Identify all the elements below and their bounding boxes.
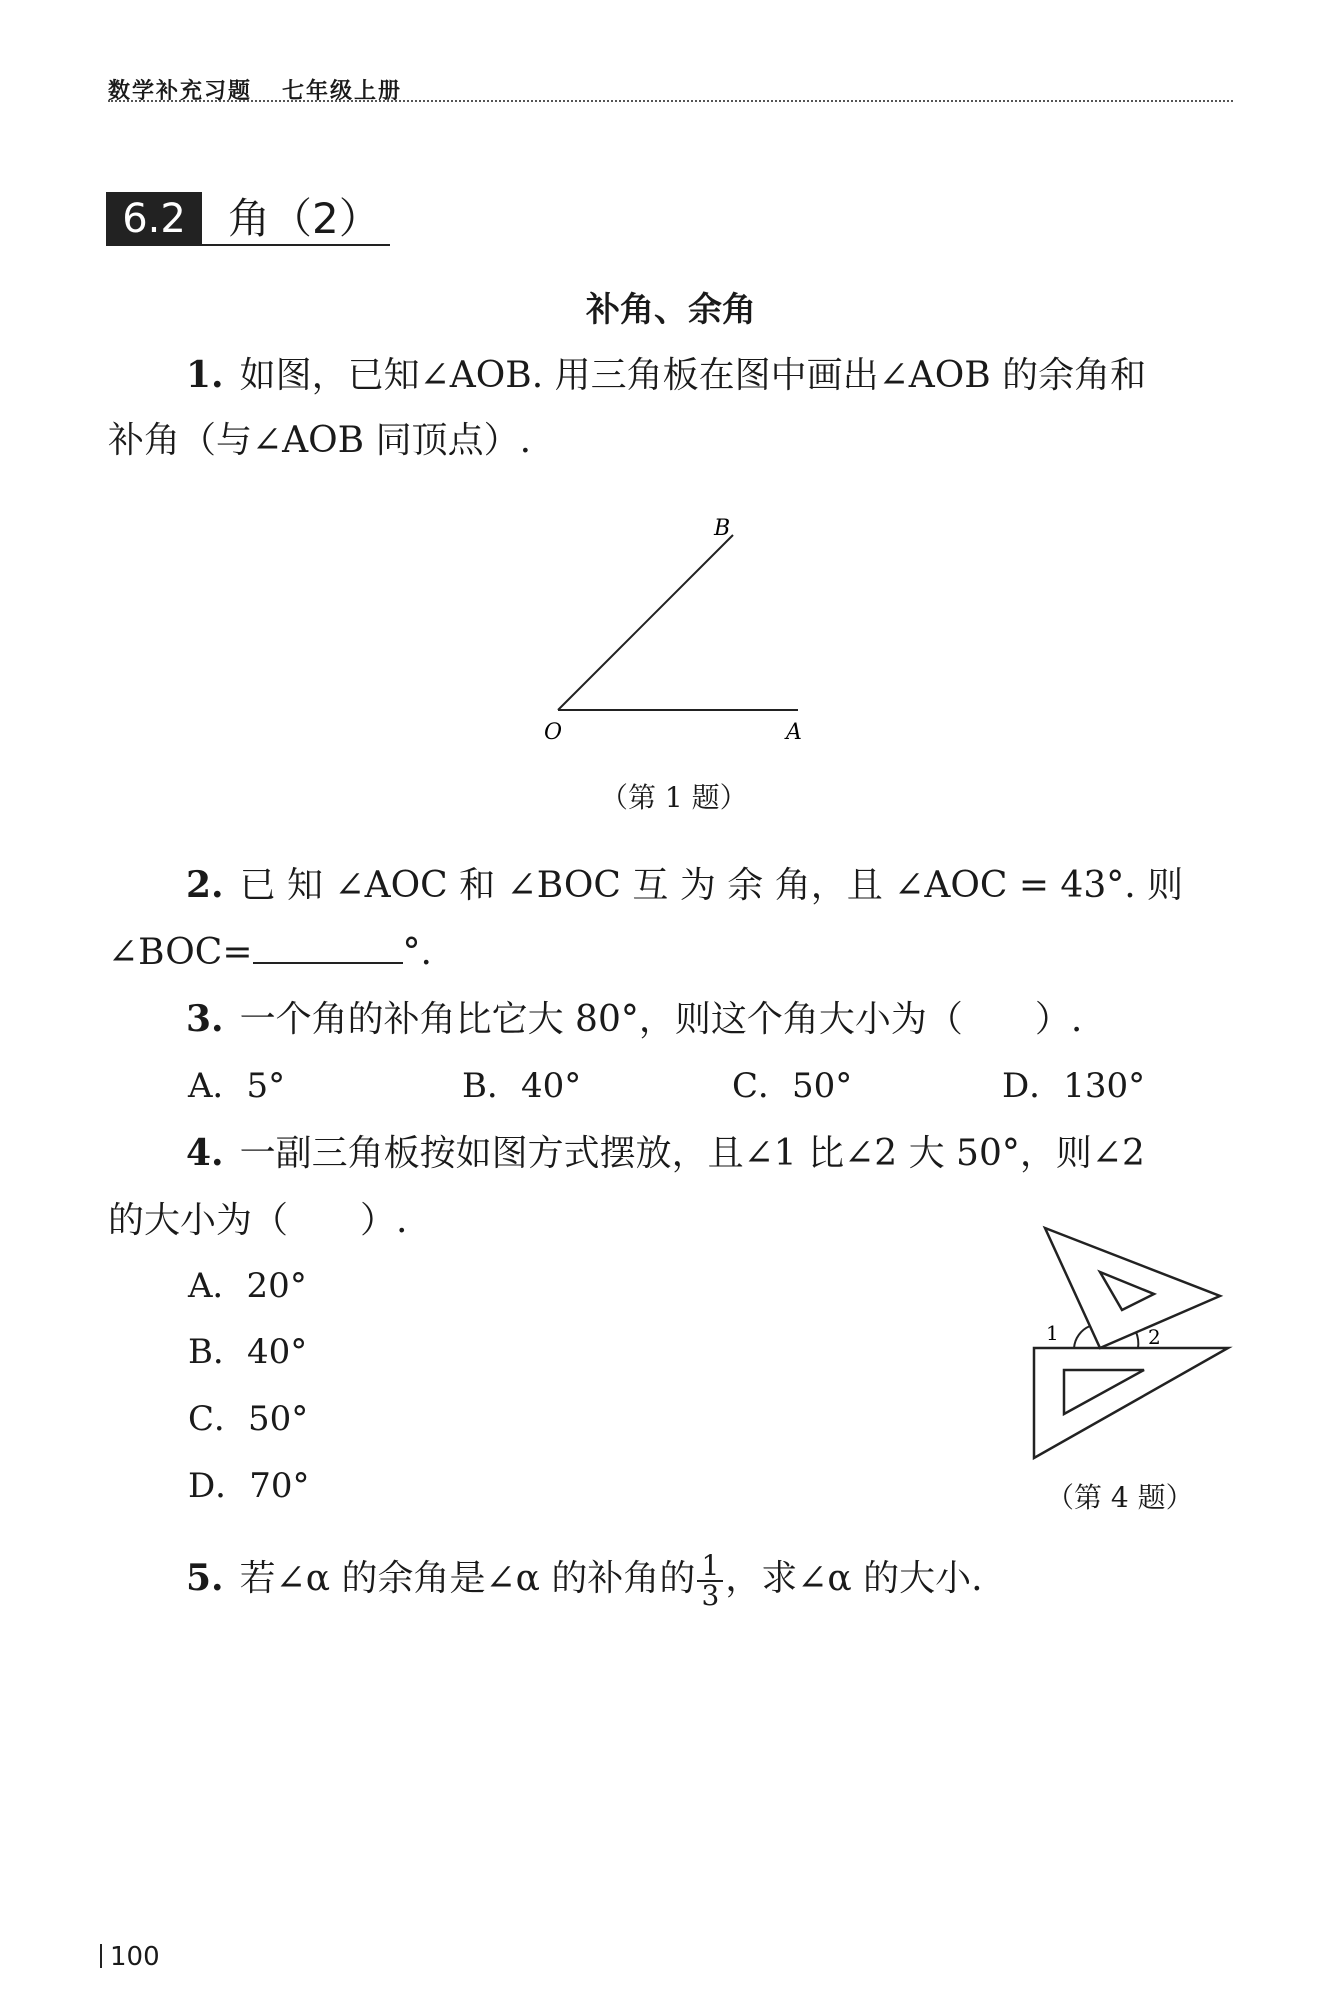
option-b[interactable]: B．40° (462, 1066, 582, 1106)
question-text: 一副三角板按如图方式摆放，且∠1 比∠2 大 50°，则∠2 (239, 1133, 1145, 1174)
header-dotted-rule (108, 100, 1233, 102)
figure-1-caption: （第 1 题） (600, 781, 748, 814)
fraction-denominator: 3 (701, 1579, 720, 1612)
question-1-continued: 补角（与∠AOB 同顶点）. (108, 420, 532, 461)
option-d[interactable]: D．130° (1002, 1066, 1146, 1106)
angle-2-arc (1136, 1332, 1138, 1348)
answer-suffix: °. (402, 932, 432, 973)
option-c[interactable]: C．50° (732, 1066, 853, 1106)
option-c[interactable]: C．50° (188, 1399, 309, 1439)
question-number: 2. (186, 864, 224, 906)
question-text-end: ，求∠α 的大小. (725, 1558, 983, 1599)
question-text: 已 知 ∠AOC 和 ∠BOC 互 为 余 角，且 ∠AOC = 43°. 则 (239, 865, 1184, 906)
question-2-continued (108, 928, 432, 976)
figure-4-caption: （第 4 题） (1046, 1481, 1194, 1514)
question-text-end: ）. (360, 1200, 408, 1241)
question-number: 5. (186, 1557, 224, 1599)
volume-label: 七年级上册 (282, 79, 403, 104)
angle-1-arc (1074, 1326, 1090, 1348)
question-text: 若∠α 的余角是∠α 的补角的 (239, 1558, 696, 1599)
section-number-badge: 6.2 (106, 192, 202, 246)
fraction-numerator: 1 (697, 1552, 723, 1582)
fraction-one-third (697, 1549, 723, 1612)
question-5 (186, 1549, 983, 1612)
label-2: 2 (1148, 1325, 1161, 1349)
question-text: 一个角的补角比它大 80°，则这个角大小为（ (239, 999, 963, 1040)
label-1: 1 (1046, 1321, 1059, 1345)
section-title: 角（2） (228, 194, 381, 243)
question-2 (186, 862, 1183, 909)
question-4-continued (108, 1198, 407, 1244)
option-d[interactable]: D．70° (188, 1466, 310, 1506)
label-b: B (714, 516, 731, 541)
option-b[interactable]: B．40° (188, 1332, 308, 1372)
ray-ob (558, 535, 733, 710)
question-3 (186, 996, 1082, 1043)
subheading: 补角、余角 (586, 290, 756, 330)
label-a: A (786, 720, 802, 745)
set-squares-figure (1020, 1220, 1240, 1470)
question-text-end: ）. (1034, 999, 1083, 1040)
question-number: 4. (186, 1132, 224, 1174)
upper-set-square (1045, 1228, 1220, 1348)
question-text: 如图，已知∠AOB. 用三角板在图中画出∠AOB 的余角和 (239, 355, 1147, 396)
book-title: 数学补充习题 (108, 79, 253, 104)
answer-prefix: ∠BOC= (108, 932, 253, 973)
upper-set-square-inner (1100, 1272, 1154, 1310)
question-number: 1. (186, 354, 224, 396)
question-4 (186, 1130, 1145, 1177)
label-o: O (544, 720, 563, 745)
angle-aob-figure (520, 505, 820, 765)
section-underline (106, 244, 390, 246)
question-text: 的大小为（ (108, 1200, 289, 1241)
page-number: 100 (100, 1942, 160, 1972)
question-1 (186, 352, 1146, 399)
question-number: 3. (186, 998, 224, 1040)
option-a[interactable]: A．20° (188, 1266, 307, 1306)
answer-blank[interactable] (253, 928, 403, 964)
option-a[interactable]: A．5° (188, 1066, 286, 1106)
lower-set-square-inner (1064, 1370, 1144, 1414)
